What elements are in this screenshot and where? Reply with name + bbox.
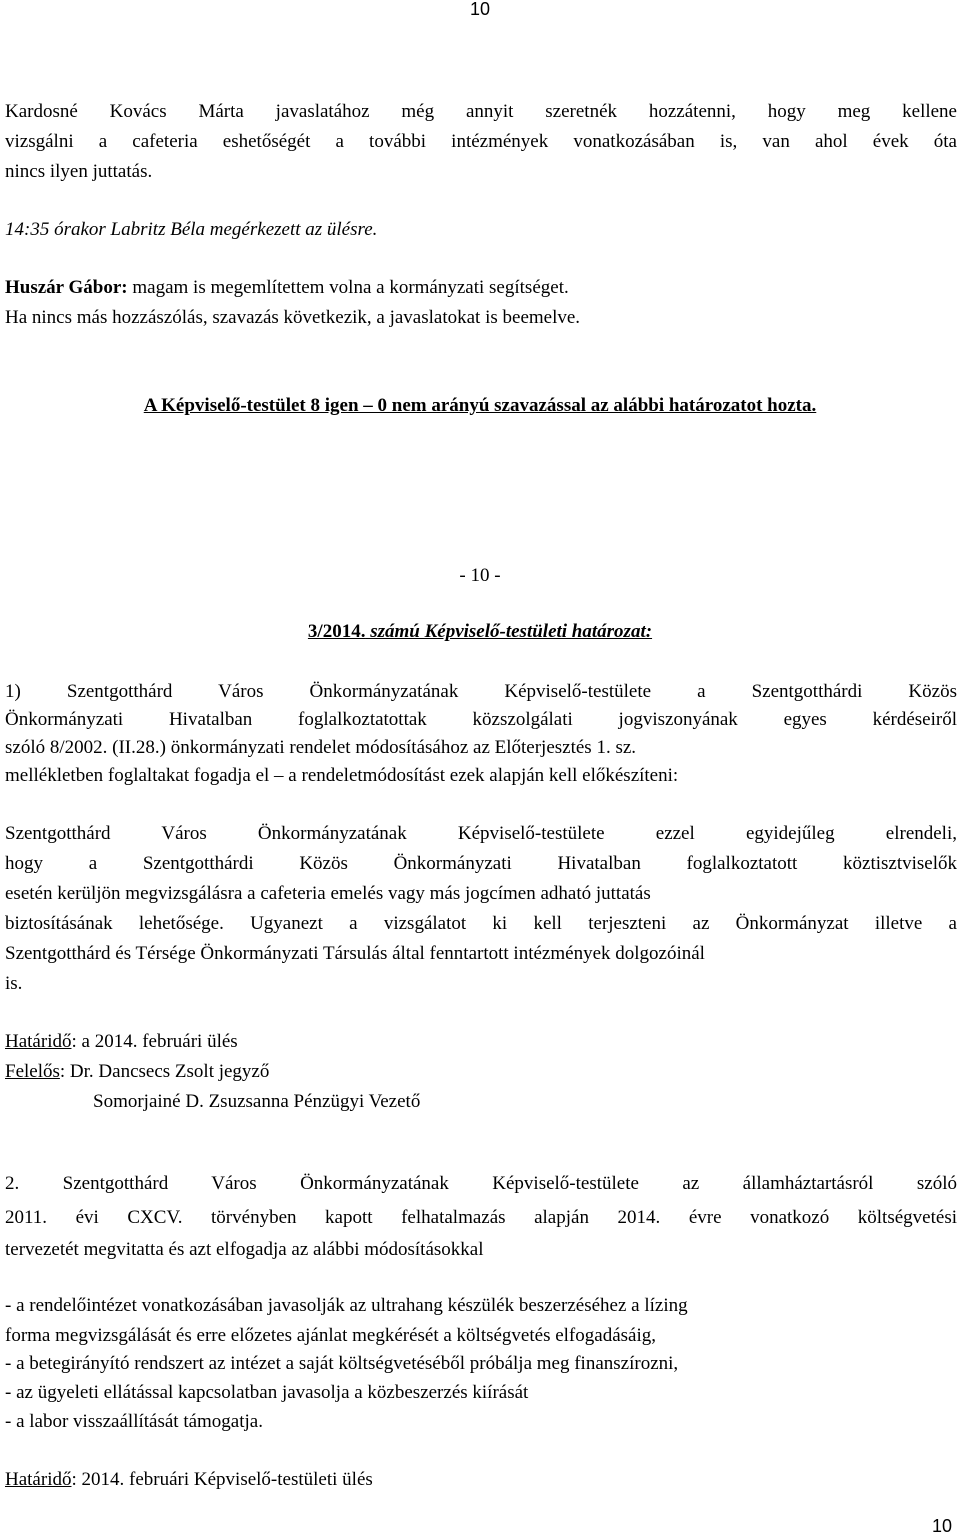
responsible-line (5, 1060, 960, 1084)
text-line: biztosításának lehetősége. Ugyanezt a vizsgálatot ki kell terjeszteni az Önkormányzat illetve a (5, 913, 957, 934)
bullet-line: - a rendelőintézet vonatkozásában javasolják az ultrahang készülék beszerzéséhez a lízing (5, 1295, 688, 1316)
arrival-note: 14:35 órakor Labritz Béla megérkezett az ülésre. (5, 219, 378, 240)
text-line: vizsgálni a cafeteria eshetőségét a további intézmények vonatkozásában is, van ahol évek óta (5, 131, 957, 152)
speaker-line (5, 276, 960, 300)
text-line: 2. Szentgotthárd Város Önkormányzatának Képviselő-testülete az államháztartásról szóló (5, 1173, 957, 1194)
resolution-title-text: számú Képviselő-testületi határozat: (365, 621, 653, 642)
text-line: Szentgotthárd Város Önkormányzatának Képviselő-testülete ezzel egyidejűleg elrendeli, (5, 823, 957, 844)
text-line: nincs ilyen juttatás. (5, 161, 153, 182)
text-line: szóló 8/2002. (II.28.) önkormányzati rendelet módosításához az Előterjesztés 1. sz. (5, 737, 637, 758)
text-line: hogy a Szentgotthárdi Közös Önkormányzati Hivatalban foglalkoztatott köztisztviselők (5, 853, 957, 874)
text-line: Kardosné Kovács Márta javaslatához még annyit szeretnék hozzátenni, hogy meg kellene (5, 101, 957, 122)
deadline2-line (5, 1468, 960, 1492)
bullet-line: - a labor visszaállítását támogatja. (5, 1411, 263, 1432)
speaker-text: magam is megemlítettem volna a kormányzati segítséget. (127, 277, 569, 298)
text-line: 2011. évi CXCV. törvényben kapott felhatalmazás alapján 2014. évre vonatkozó költségvetési (5, 1207, 957, 1228)
deadline-value: : a 2014. februári ülés (71, 1031, 238, 1052)
decision-heading: A Képviselő-testület 8 igen – 0 nem arányú szavazással az alábbi határozatot hozta. (143, 395, 817, 416)
page-number-bottom: 10 (932, 1516, 953, 1536)
deadline2-value: : 2014. februári Képviselő-testületi ülés (71, 1469, 373, 1490)
deadline-line (5, 1030, 960, 1054)
deadline-label: Határidő (5, 1031, 72, 1052)
bullet-line: - az ügyeleti ellátással kapcsolatban javasolja a közbeszerzés kiírását (5, 1382, 529, 1403)
resolution-number: 3/2014. (307, 621, 366, 642)
text-line: is. (5, 973, 23, 994)
text-line: Szentgotthárd és Térsége Önkormányzati Társulás által fenntartott intézmények dolgozóinál (5, 943, 705, 964)
text-line: esetén kerüljön megvizsgálásra a cafeteria emelés vagy más jogcímen adható juttatás (5, 883, 651, 904)
bullet-line: forma megvizsgálását és erre előzetes ajánlat megkérését a költségvetés elfogadásáig, (5, 1325, 656, 1346)
responsible-value: : Dr. Dancsecs Zsolt jegyző (59, 1061, 270, 1082)
bullet-line: - a betegirányító rendszert az intézet a saját költségvetéséből próbálja meg finanszírozni, (5, 1353, 679, 1374)
speaker-name: Huszár Gábor: (5, 277, 128, 298)
vote-line: Ha nincs más hozzászólás, szavazás következik, a javaslatokat is beemelve. (5, 307, 581, 328)
text-line: 1) Szentgotthárd Város Önkormányzatának Képviselő-testülete a Szentgotthárdi Közös (5, 681, 957, 702)
page-number-top: 10 (470, 0, 491, 19)
text-line: Önkormányzati Hivatalban foglalkoztatottak közszolgálati jogviszonyának egyes kérdéseiről (5, 709, 957, 730)
page-marker: - 10 - (459, 565, 501, 586)
resolution-title (0, 620, 960, 644)
text-line: mellékletben foglaltakat fogadja el – a rendeletmódosítást ezek alapján kell előkészíteni: (5, 765, 679, 786)
responsible-label: Felelős (5, 1061, 60, 1082)
text-line: tervezetét megvitatta és azt elfogadja az alábbi módosításokkal (5, 1239, 484, 1260)
deadline2-label: Határidő (5, 1469, 72, 1490)
responsible-second: Somorjainé D. Zsuzsanna Pénzügyi Vezető (93, 1091, 421, 1112)
